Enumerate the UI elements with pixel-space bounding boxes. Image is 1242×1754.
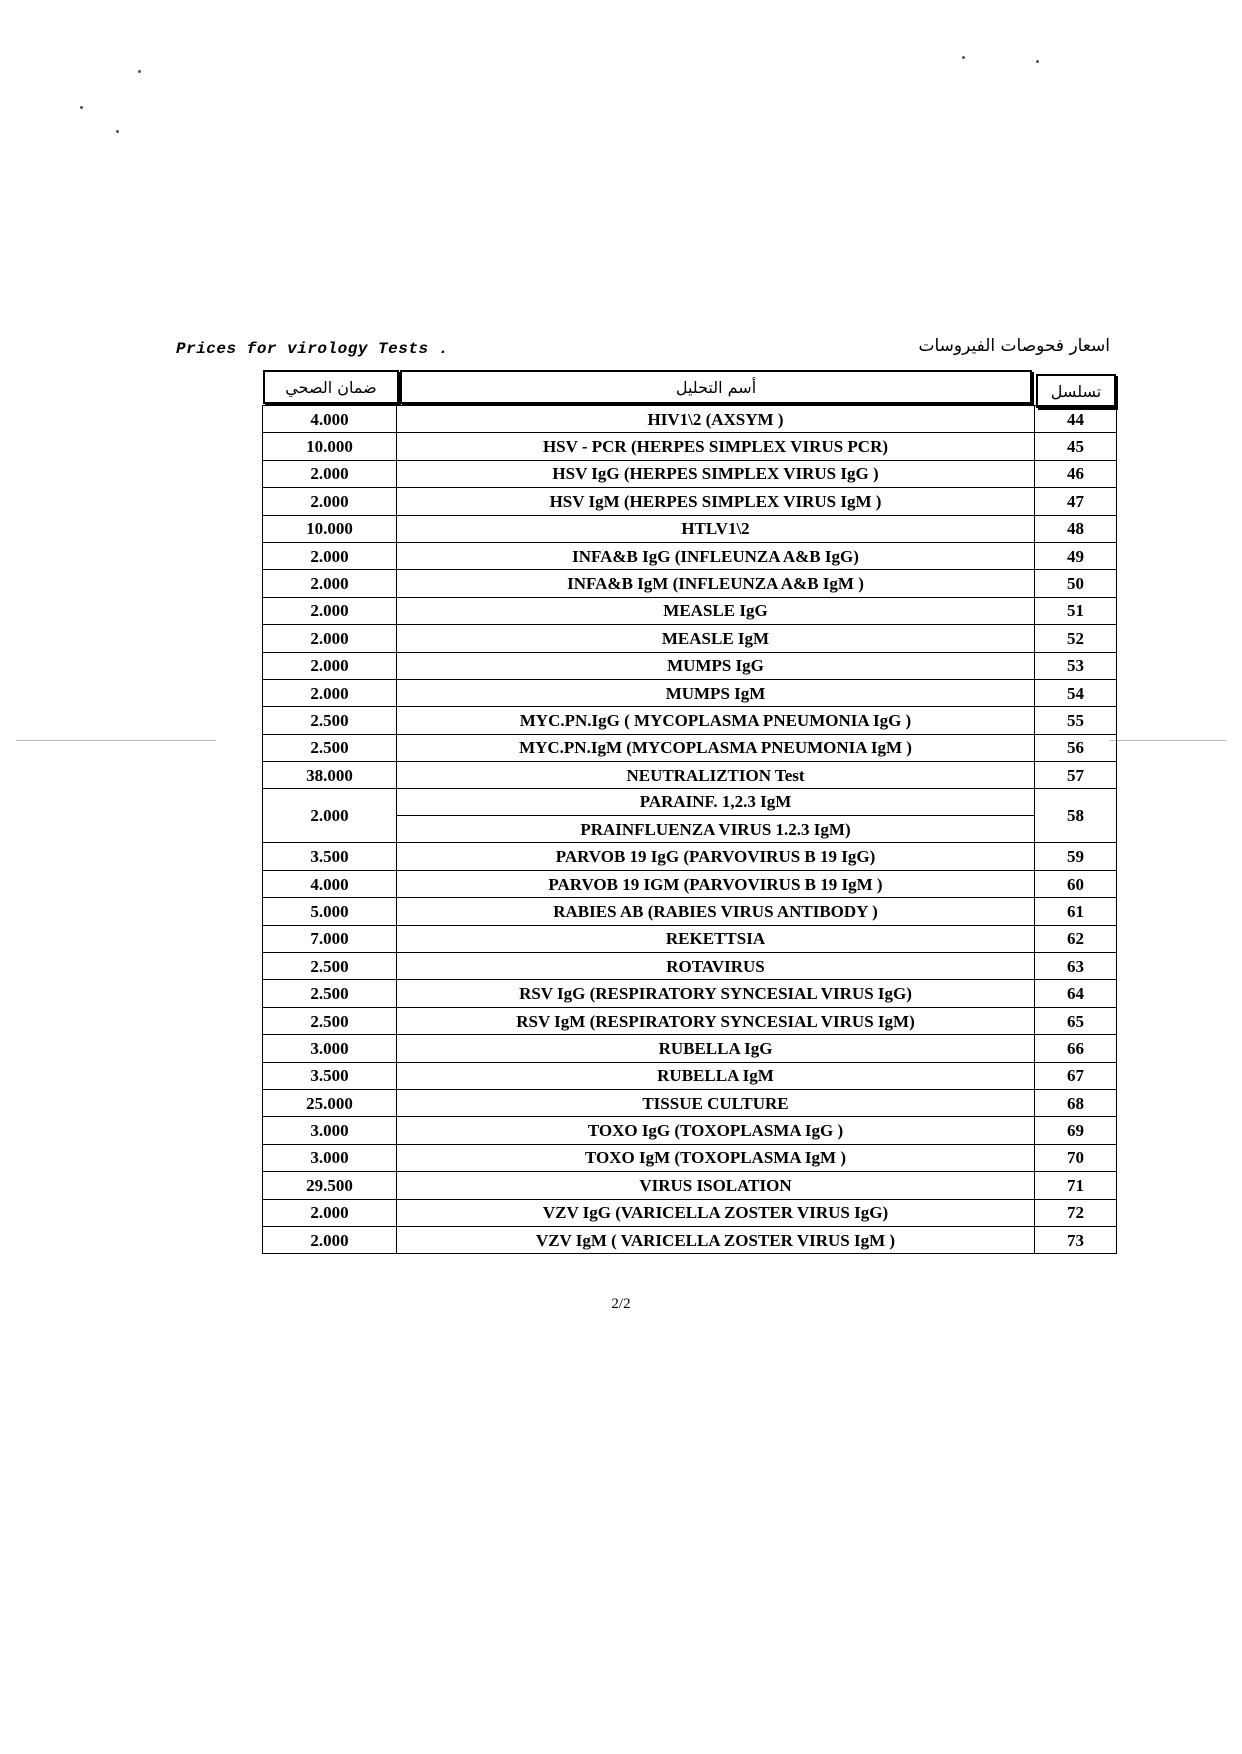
table-row [263,679,1117,706]
cell-name: HSV IgM (HERPES SIMPLEX VIRUS IgM ) [397,488,1035,515]
cell-seq: 60 [1035,870,1117,897]
table-row [263,843,1117,870]
table-row [263,597,1117,624]
cell-name: RUBELLA IgG [397,1035,1035,1062]
cell-name: INFA&B IgG (INFLEUNZA A&B IgG) [397,542,1035,569]
cell-price: 10.000 [263,433,397,460]
scan-speck [138,70,141,73]
cell-price: 10.000 [263,515,397,542]
cell-price: 5.000 [263,898,397,925]
cell-price: 2.000 [263,542,397,569]
cell-name: TOXO IgM (TOXOPLASMA IgM ) [397,1144,1035,1171]
cell-seq: 44 [1035,406,1117,433]
cell-seq: 58 [1035,789,1117,843]
cell-name: PARVOB 19 IgG (PARVOVIRUS B 19 IgG) [397,843,1035,870]
cell-name: TOXO IgG (TOXOPLASMA IgG ) [397,1117,1035,1144]
cell-price: 2.000 [263,652,397,679]
cell-name: HSV - PCR (HERPES SIMPLEX VIRUS PCR) [397,433,1035,460]
scan-speck [962,56,965,59]
cell-name: RSV IgM (RESPIRATORY SYNCESIAL VIRUS IgM) [397,1007,1035,1034]
cell-price: 2.000 [263,1226,397,1253]
table-row [263,1062,1117,1089]
cell-seq: 57 [1035,762,1117,789]
cell-name: TISSUE CULTURE [397,1089,1035,1116]
cell-seq: 45 [1035,433,1117,460]
table-row [263,433,1117,460]
cell-name: HSV IgG (HERPES SIMPLEX VIRUS IgG ) [397,460,1035,487]
table-row [263,1172,1117,1199]
table-row [263,762,1117,789]
page-title-arabic: اسعار فحوصات الفيروسات [918,336,1110,356]
table-row [263,953,1117,980]
cell-price: 2.500 [263,734,397,761]
cell-name: INFA&B IgM (INFLEUNZA A&B IgM ) [397,570,1035,597]
cell-price: 2.000 [263,570,397,597]
table-row [263,1226,1117,1253]
scan-speck [1036,60,1039,63]
table-row [263,542,1117,569]
cell-name: MUMPS IgG [397,652,1035,679]
table-row [263,925,1117,952]
cell-price: 2.500 [263,707,397,734]
cell-seq: 73 [1035,1226,1117,1253]
cell-price: 3.000 [263,1144,397,1171]
scan-speck [80,106,83,109]
cell-price: 2.500 [263,953,397,980]
cell-price: 3.500 [263,843,397,870]
table-row [263,488,1117,515]
cell-price: 38.000 [263,762,397,789]
cell-name: VIRUS ISOLATION [397,1172,1035,1199]
cell-name: RABIES AB (RABIES VIRUS ANTIBODY ) [397,898,1035,925]
cell-name: VZV IgG (VARICELLA ZOSTER VIRUS IgG) [397,1199,1035,1226]
cell-name: VZV IgM ( VARICELLA ZOSTER VIRUS IgM ) [397,1226,1035,1253]
cell-name: ROTAVIRUS [397,953,1035,980]
table-row [263,460,1117,487]
page-number: 2/2 [611,1296,631,1312]
cell-price: 3.000 [263,1035,397,1062]
cell-seq: 64 [1035,980,1117,1007]
table-row [263,652,1117,679]
cell-price: 7.000 [263,925,397,952]
header-name: أسم التحليل [400,370,1032,404]
cell-name: HTLV1\2 [397,515,1035,542]
cell-seq: 70 [1035,1144,1117,1171]
cell-price: 2.000 [263,789,397,843]
cell-seq: 66 [1035,1035,1117,1062]
cell-name [397,789,1035,843]
cell-seq: 55 [1035,707,1117,734]
cell-name: RUBELLA IgM [397,1062,1035,1089]
cell-price: 3.000 [263,1117,397,1144]
scan-line [1110,740,1226,741]
cell-name: MUMPS IgM [397,679,1035,706]
table-row [263,898,1117,925]
cell-price: 2.000 [263,460,397,487]
cell-name: MEASLE IgM [397,625,1035,652]
table-row [263,515,1117,542]
cell-seq: 68 [1035,1089,1117,1116]
cell-seq: 46 [1035,460,1117,487]
cell-price: 2.500 [263,1007,397,1034]
cell-seq: 50 [1035,570,1117,597]
cell-seq: 59 [1035,843,1117,870]
cell-name-line2: PRAINFLUENZA VIRUS 1.2.3 IgM) [580,820,851,840]
table-row [263,1089,1117,1116]
cell-seq: 65 [1035,1007,1117,1034]
cell-price: 25.000 [263,1089,397,1116]
cell-seq: 54 [1035,679,1117,706]
scan-speck [116,130,119,133]
cell-seq: 71 [1035,1172,1117,1199]
cell-name: HIV1\2 (AXSYM ) [397,406,1035,433]
cell-seq: 53 [1035,652,1117,679]
table-row [263,570,1117,597]
cell-seq: 61 [1035,898,1117,925]
cell-name: MYC.PN.IgG ( MYCOPLASMA PNEUMONIA IgG ) [397,707,1035,734]
table-row [263,1144,1117,1171]
cell-seq: 56 [1035,734,1117,761]
cell-price: 2.500 [263,980,397,1007]
cell-seq: 72 [1035,1199,1117,1226]
table-row [263,625,1117,652]
cell-price: 2.000 [263,488,397,515]
cell-price: 2.000 [263,679,397,706]
table-row [263,707,1117,734]
cell-name: REKETTSIA [397,925,1035,952]
table-row [263,1117,1117,1144]
cell-price: 2.000 [263,625,397,652]
cell-name-line1: PARAINF. 1,2.3 IgM [397,789,1034,816]
cell-price: 2.000 [263,597,397,624]
table-row [263,1035,1117,1062]
cell-seq: 49 [1035,542,1117,569]
cell-seq: 51 [1035,597,1117,624]
cell-name: RSV IgG (RESPIRATORY SYNCESIAL VIRUS IgG) [397,980,1035,1007]
cell-name: MYC.PN.IgM (MYCOPLASMA PNEUMONIA IgM ) [397,734,1035,761]
page-title-english: Prices for virology Tests . [176,340,449,358]
cell-price: 4.000 [263,406,397,433]
cell-seq: 52 [1035,625,1117,652]
cell-seq: 48 [1035,515,1117,542]
cell-name: NEUTRALIZTION Test [397,762,1035,789]
table-row [263,870,1117,897]
table-row [263,734,1117,761]
cell-price: 4.000 [263,870,397,897]
price-table [262,405,1117,1254]
cell-seq: 62 [1035,925,1117,952]
cell-seq: 63 [1035,953,1117,980]
cell-name: PARVOB 19 IGM (PARVOVIRUS B 19 IgM ) [397,870,1035,897]
scan-line [16,740,216,741]
cell-price: 29.500 [263,1172,397,1199]
cell-seq: 69 [1035,1117,1117,1144]
cell-seq: 47 [1035,488,1117,515]
table-row [263,1199,1117,1226]
table-row [263,980,1117,1007]
cell-price: 2.000 [263,1199,397,1226]
cell-seq: 67 [1035,1062,1117,1089]
header-seq: تسلسل [1036,374,1116,408]
cell-price: 3.500 [263,1062,397,1089]
table-row [263,1007,1117,1034]
header-price: ضمان الصحي [263,370,399,404]
cell-name: MEASLE IgG [397,597,1035,624]
table-row [263,406,1117,433]
table-row [263,789,1117,843]
